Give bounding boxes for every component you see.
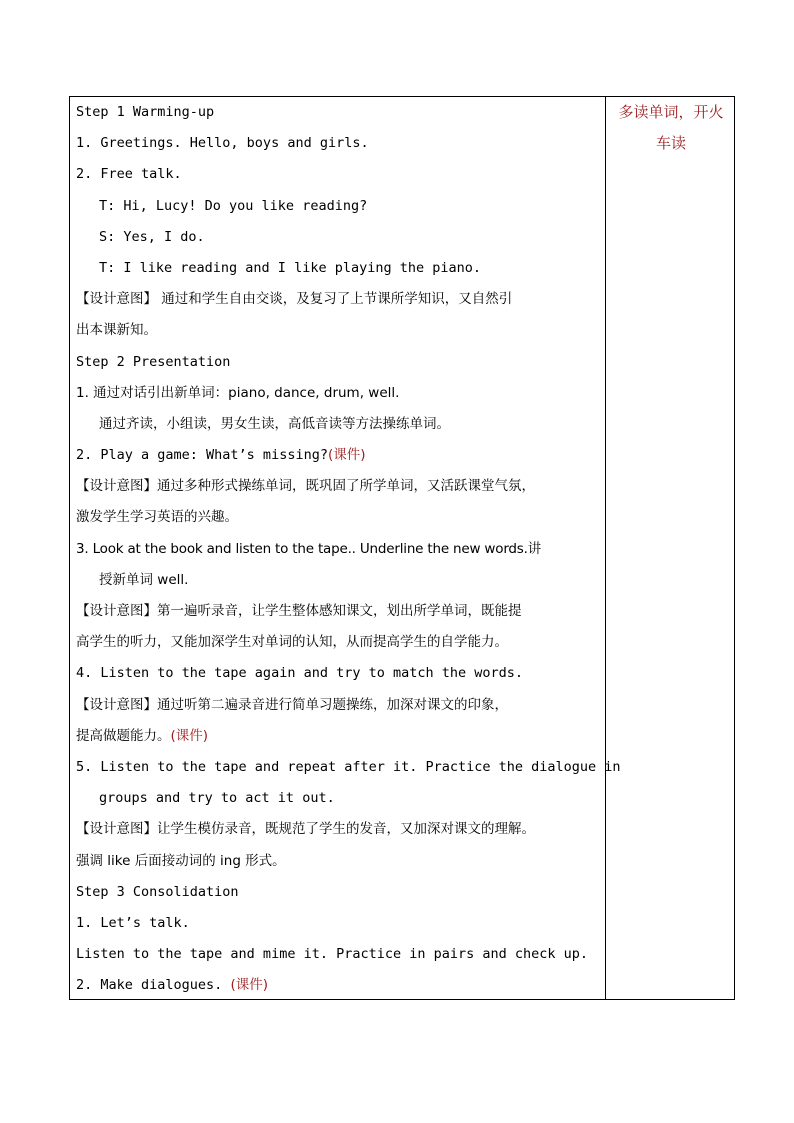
notes-cell (606, 97, 736, 159)
line-text: 【设计意图】通过多种形式操练单词，既巩固了所学单词，又活跃课堂气氛， (76, 478, 535, 495)
text-line (76, 814, 600, 845)
line-text: Listen to the tape and mime it. Practice in pairs and check up. (76, 946, 589, 963)
text-line (76, 970, 600, 1001)
line-text: Step 1 Warming-up (76, 104, 215, 120)
text-line (76, 534, 600, 565)
text-line (76, 347, 600, 378)
line-text: 2. Make dialogues. (76, 977, 231, 994)
line-text: T: Hi, Lucy! Do you like reading? (99, 197, 368, 214)
line-text: 【设计意图】第一遍听录音，让学生整体感知课文，划出所学单词，既能提 (76, 603, 522, 619)
text-line (76, 846, 600, 877)
line-text: 通过齐读，小组读，男女生读，高低音读等方法操练单词。 (99, 415, 450, 432)
line-text: Step 2 Presentation (76, 353, 231, 370)
line-text: Step 3 Consolidation (76, 883, 239, 900)
line-text: 提高做题能力。 (76, 727, 171, 744)
text-line (76, 284, 600, 315)
line-text: 1. 通过对话引出新单词：piano, dance, drum, well. (76, 384, 400, 401)
text-line (76, 877, 600, 908)
column-divider (605, 97, 606, 999)
line-text: 5. Listen to the tape and repeat after it. Practice the dialogue in (76, 758, 621, 775)
text-line (76, 409, 600, 440)
text-line (76, 222, 600, 253)
line-text: 高学生的听力，又能加深学生对单词的认知，从而提高学生的自学能力。 (76, 634, 508, 651)
line-text: 授新单词 well. (99, 571, 189, 588)
text-line (76, 159, 600, 190)
text-line (76, 440, 600, 471)
line-text: 1. Let’s talk. (76, 914, 190, 931)
text-line (76, 752, 621, 783)
text-line (76, 627, 600, 658)
text-line (76, 939, 600, 970)
line-text: 出本课新知。 (76, 322, 157, 339)
text-line (76, 315, 600, 346)
line-text: groups and try to act it out. (99, 790, 335, 807)
line-text: 【设计意图】 通过和学生自由交谈，及复习了上节课所学知识，又自然引 (76, 291, 513, 308)
line-text: 【设计意图】让学生模仿录音，既规范了学生的发音，又加深对课文的理解。 (76, 821, 535, 838)
line-text: 2. Play a game: What’s missing? (76, 447, 328, 464)
text-line (76, 97, 600, 128)
text-line (76, 378, 600, 409)
text-line (76, 502, 600, 533)
line-text: 3. Look at the book and listen to the tape.. Underline the new words.讲 (76, 540, 542, 557)
line-text: S: Yes, I do. (99, 228, 205, 245)
line-text: 4. Listen to the tape again and try to match the words. (76, 665, 524, 682)
text-line (76, 191, 600, 222)
text-line (76, 783, 600, 814)
text-line (76, 128, 600, 159)
text-line (76, 658, 600, 689)
teaching-steps-cell (76, 97, 621, 1001)
text-line (76, 690, 600, 721)
text-line (76, 596, 600, 627)
text-line (76, 908, 600, 939)
courseware-tag: (课件) (170, 727, 209, 744)
line-text: T: I like reading and I like playing the piano. (99, 259, 482, 276)
line-text: 2. Free talk. (76, 166, 182, 183)
line-text: 强调 like 后面接动词的 ing 形式。 (76, 852, 286, 869)
line-text: 【设计意图】通过听第二遍录音进行简单习题操练，加深对课文的印象， (76, 696, 508, 713)
line-text: 激发学生学习英语的兴趣。 (76, 509, 238, 526)
line-text: 1. Greetings. Hello, boys and girls. (76, 135, 369, 152)
text-line (76, 471, 600, 502)
note-line: 车读 (655, 134, 686, 152)
lesson-plan-table (69, 96, 735, 1000)
text-line (76, 721, 600, 752)
courseware-tag: (课件) (327, 447, 366, 464)
note-line: 多读单词，开火 (618, 103, 724, 121)
text-line (76, 565, 600, 596)
courseware-tag: (课件) (230, 977, 268, 994)
text-line (76, 253, 600, 284)
